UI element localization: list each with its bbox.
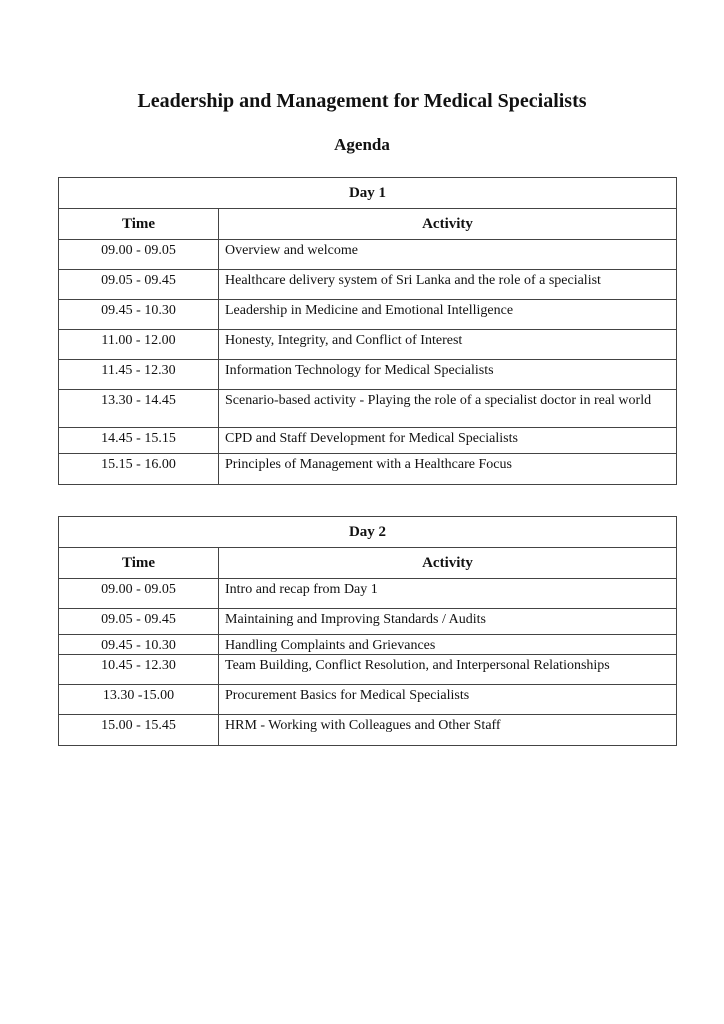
table-row (59, 685, 677, 715)
activity-cell: Leadership in Medicine and Emotional Intelligence (219, 300, 677, 330)
table-row (59, 390, 677, 428)
page-subtitle: Agenda (334, 135, 390, 154)
day-2-agenda-table (58, 516, 677, 746)
table-row (59, 635, 677, 655)
time-cell: 15.00 - 15.45 (59, 715, 219, 746)
table-row (59, 240, 677, 270)
table-row (59, 579, 677, 609)
time-cell: 09.45 - 10.30 (59, 300, 219, 330)
activity-cell: Handling Complaints and Grievances (219, 635, 677, 655)
activity-cell: Procurement Basics for Medical Specialists (219, 685, 677, 715)
time-cell: 14.45 - 15.15 (59, 428, 219, 454)
time-cell: 09.45 - 10.30 (59, 635, 219, 655)
activity-cell: Intro and recap from Day 1 (219, 579, 677, 609)
time-column-header: Time (59, 548, 219, 579)
activity-cell: HRM - Working with Colleagues and Other Staff (219, 715, 677, 746)
time-cell: 09.00 - 09.05 (59, 579, 219, 609)
time-cell: 13.30 - 14.45 (59, 390, 219, 428)
table-row (59, 360, 677, 390)
activity-cell: Maintaining and Improving Standards / Audits (219, 609, 677, 635)
time-cell: 11.00 - 12.00 (59, 330, 219, 360)
time-cell: 15.15 - 16.00 (59, 454, 219, 485)
table-row (59, 655, 677, 685)
time-cell: 10.45 - 12.30 (59, 655, 219, 685)
time-column-header: Time (59, 209, 219, 240)
activity-cell: CPD and Staff Development for Medical Specialists (219, 428, 677, 454)
time-cell: 13.30 -15.00 (59, 685, 219, 715)
day-1-header: Day 1 (59, 178, 677, 209)
time-cell: 11.45 - 12.30 (59, 360, 219, 390)
table-row (59, 715, 677, 746)
activity-cell: Scenario-based activity - Playing the role of a specialist doctor in real world (219, 390, 677, 428)
day-2-header: Day 2 (59, 517, 677, 548)
table-row (59, 428, 677, 454)
table-row (59, 270, 677, 300)
table-row (59, 454, 677, 485)
activity-column-header: Activity (219, 548, 677, 579)
activity-cell: Information Technology for Medical Specialists (219, 360, 677, 390)
page-title: Leadership and Management for Medical Specialists (137, 90, 587, 112)
activity-cell: Overview and welcome (219, 240, 677, 270)
time-cell: 09.00 - 09.05 (59, 240, 219, 270)
time-cell: 09.05 - 09.45 (59, 609, 219, 635)
day-1-agenda-table (58, 177, 677, 485)
activity-cell: Honesty, Integrity, and Conflict of Interest (219, 330, 677, 360)
time-cell: 09.05 - 09.45 (59, 270, 219, 300)
activity-cell: Team Building, Conflict Resolution, and Interpersonal Relationships (219, 655, 677, 685)
table-row (59, 330, 677, 360)
table-row (59, 609, 677, 635)
activity-cell: Healthcare delivery system of Sri Lanka and the role of a specialist (219, 270, 677, 300)
activity-column-header: Activity (219, 209, 677, 240)
table-row (59, 300, 677, 330)
activity-cell: Principles of Management with a Healthcare Focus (219, 454, 677, 485)
